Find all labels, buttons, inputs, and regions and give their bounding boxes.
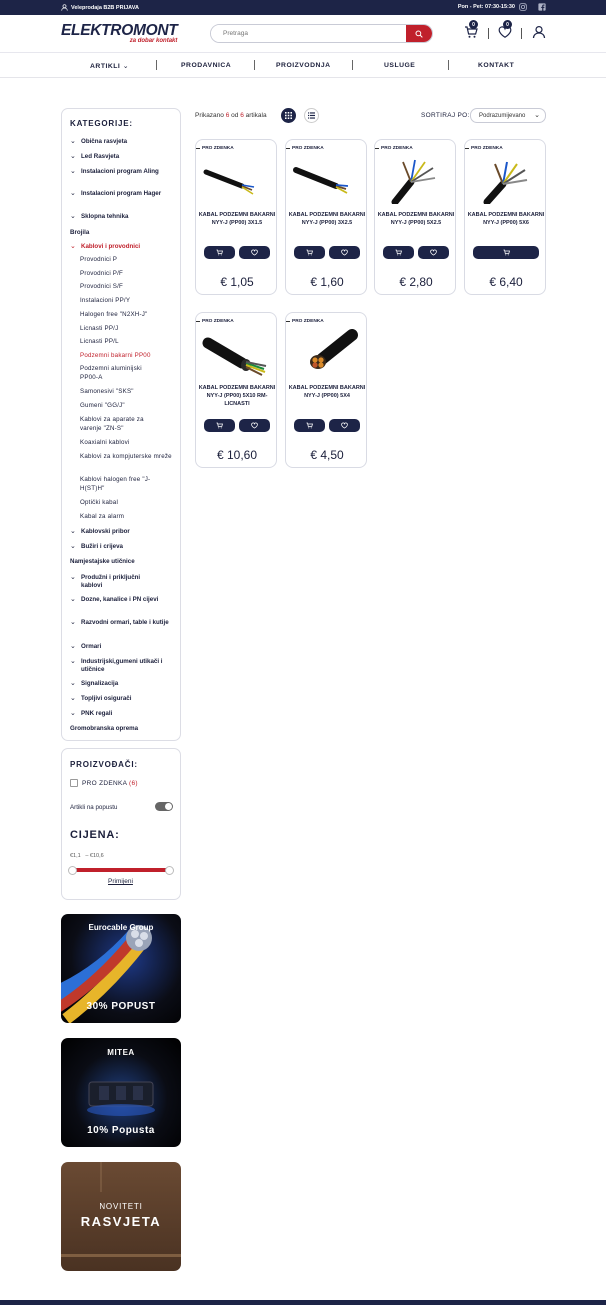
search-button[interactable] <box>406 25 432 42</box>
chevron-down-icon: ⌄ <box>70 619 76 626</box>
chevron-down-icon: ⌄ <box>70 190 76 197</box>
add-to-wishlist-button[interactable] <box>329 246 360 259</box>
cable-image <box>292 156 362 204</box>
user-icon <box>61 4 68 11</box>
nav-divider <box>156 60 157 70</box>
product-name: KABAL PODZEMNI BAKARNI NYY-J (PP00) 5X10 RM-LICNASTI <box>198 385 276 408</box>
add-to-cart-button[interactable] <box>473 246 539 259</box>
category-label: Obična rasvjeta <box>81 138 128 145</box>
chevron-down-icon: ⌄ <box>70 213 76 220</box>
subcategory-item[interactable]: Provodnici P <box>80 256 118 263</box>
cable-image <box>381 156 451 204</box>
results-total: 6 <box>240 112 244 119</box>
results-count <box>195 112 267 119</box>
product-price: € 1,05 <box>220 275 254 289</box>
results-prefix: Prikazano <box>195 112 224 119</box>
category-label: PNK regali <box>81 710 113 717</box>
product-actions <box>204 419 270 432</box>
product-actions <box>383 246 449 259</box>
subcategory-item[interactable]: Samonesivi "SKS" <box>80 388 134 395</box>
add-to-cart-button[interactable] <box>294 246 325 259</box>
cable-image <box>471 156 541 204</box>
chevron-down-icon: ⌄ <box>70 153 76 160</box>
product-price: € 2,80 <box>399 275 433 289</box>
nav-artikli-label: ARTIKLI <box>90 63 121 70</box>
cart-icon <box>216 249 223 256</box>
product-name: KABAL PODZEMNI BAKARNI NYY-J (PP00) 5X2.5 <box>377 212 455 227</box>
chevron-down-icon: ⌄ <box>70 528 76 535</box>
category-label: Kablovi i provodnici <box>81 243 141 250</box>
footer-strip <box>0 1300 606 1305</box>
product-name: KABAL PODZEMNI BAKARNI NYY-J (PP00) 5X6 <box>467 212 545 227</box>
main-nav <box>0 53 606 78</box>
add-to-cart-button[interactable] <box>383 246 414 259</box>
manufacturer-checkbox[interactable] <box>70 779 78 787</box>
product-price: € 4,50 <box>310 448 344 462</box>
manufacturer-label[interactable] <box>82 780 138 787</box>
category-label: Ormari <box>81 643 102 650</box>
banner-subtitle: NOVITETI <box>99 1202 143 1211</box>
nav-proizvodnja[interactable]: PROIZVODNJA <box>276 62 331 69</box>
working-hours: Pon - Pet: 07:30-15:30 <box>457 4 515 10</box>
category-label: Led Rasvjeta <box>81 153 120 160</box>
subcategory-item[interactable]: Provodnici S/F <box>80 283 124 290</box>
subcategory-item[interactable]: Instalacioni PP/Y <box>80 297 131 304</box>
banner-offer: 10% Popusta <box>87 1125 155 1136</box>
chevron-down-icon: ⌄ <box>70 596 76 603</box>
category-item[interactable] <box>70 528 171 536</box>
category-item[interactable]: Brojila <box>70 229 90 236</box>
chevron-down-icon: ⌄ <box>534 112 540 119</box>
category-item[interactable] <box>70 619 169 627</box>
category-item[interactable] <box>70 213 171 221</box>
category-item[interactable] <box>70 695 171 703</box>
search-bar <box>210 24 433 43</box>
category-sidebar <box>61 108 181 741</box>
chevron-down-icon: ⌄ <box>70 710 76 717</box>
divider <box>488 28 489 39</box>
product-card[interactable] <box>464 139 546 295</box>
category-item[interactable] <box>70 138 171 146</box>
category-item[interactable] <box>70 168 165 176</box>
banner-offer: 30% POPUST <box>86 1001 156 1012</box>
category-label: Signalizacija <box>81 680 119 687</box>
grid-view-button[interactable] <box>281 108 296 123</box>
manufacturer-name: PRO ZDENKA <box>82 780 127 787</box>
cart-icon <box>503 249 510 256</box>
subcategory-item[interactable]: Licnasti PP/J <box>80 325 119 332</box>
b2b-login-label: Veleprodaja B2B PRIJAVA <box>71 4 139 11</box>
category-label: Razvodni ormari, table i kutije <box>81 619 169 626</box>
nav-divider <box>352 60 353 70</box>
subcategory-item[interactable]: Kablovi halogen free "J-H(ST)H" <box>80 476 151 492</box>
product-actions <box>204 246 270 259</box>
chevron-down-icon: ⌄ <box>70 243 76 250</box>
logo[interactable] <box>61 22 178 44</box>
cable-image <box>202 156 272 204</box>
add-to-cart-button[interactable] <box>204 419 235 432</box>
chevron-down-icon: ⌄ <box>70 168 76 175</box>
product-name: KABAL PODZEMNI BAKARNI NYY-J (PP00) 3X2.5 <box>288 212 366 227</box>
chevron-down-icon: ⌄ <box>70 658 76 665</box>
chevron-down-icon: ⌄ <box>70 695 76 702</box>
add-to-wishlist-button[interactable] <box>239 246 270 259</box>
category-item-active[interactable] <box>70 243 171 251</box>
chevron-down-icon: ⌄ <box>70 643 76 650</box>
category-item[interactable]: Gromobranska oprema <box>70 725 139 732</box>
logo-tagline: za dobar kontakt <box>129 38 178 44</box>
nav-divider <box>254 60 255 70</box>
cable-image <box>202 329 272 377</box>
product-brand: PRO ZDENKA <box>196 146 234 151</box>
heart-icon <box>341 249 348 256</box>
list-view-button[interactable] <box>304 108 319 123</box>
price-slider[interactable] <box>70 868 172 872</box>
heart-icon <box>251 249 258 256</box>
product-brand: PRO ZDENKA <box>286 319 324 324</box>
product-brand: PRO ZDENKA <box>286 146 324 151</box>
subcategory-item[interactable]: Podzemni aluminijski PP00-A <box>80 365 142 381</box>
heart-icon <box>430 249 437 256</box>
product-price: € 10,60 <box>216 448 258 462</box>
add-to-wishlist-button[interactable] <box>418 246 449 259</box>
cable-image <box>292 329 362 377</box>
product-card[interactable] <box>195 139 277 295</box>
sort-label: SORTIRAJ PO: <box>421 112 470 119</box>
product-card[interactable] <box>285 312 367 468</box>
subcategory-item-active[interactable]: Podzemni bakarni PP00 <box>80 352 151 359</box>
cart-count-badge: 0 <box>469 20 478 29</box>
heart-icon <box>251 422 258 429</box>
product-brand: PRO ZDENKA <box>465 146 503 151</box>
heart-icon <box>341 422 348 429</box>
sort-value: Podrazumijevano <box>479 113 526 119</box>
category-label: Sklopna tehnika <box>81 213 129 220</box>
nav-artikli[interactable] <box>90 62 129 70</box>
logo-name: ELEKTROMONT <box>61 22 178 39</box>
category-label: Instalacioni program Hager <box>81 190 162 197</box>
add-to-wishlist-button[interactable] <box>329 419 360 432</box>
category-item[interactable] <box>70 680 171 688</box>
promo-banner-mitea[interactable] <box>61 1038 181 1147</box>
cart-icon <box>306 422 313 429</box>
product-price: € 6,40 <box>489 275 523 289</box>
discount-toggle[interactable] <box>155 802 173 811</box>
top-bar <box>0 0 606 15</box>
category-item[interactable]: Namjestajske utičnice <box>70 558 135 565</box>
subcategory-item[interactable]: Gumeni "GG/J" <box>80 402 125 409</box>
banner-title: RASVJETA <box>80 1214 162 1229</box>
product-card[interactable] <box>195 312 277 468</box>
product-actions <box>294 419 360 432</box>
product-card[interactable] <box>374 139 456 295</box>
instagram-icon[interactable] <box>519 3 527 11</box>
category-item[interactable] <box>70 643 171 651</box>
cart-icon <box>306 249 313 256</box>
results-shown: 6 <box>225 112 230 119</box>
cart-icon <box>216 422 223 429</box>
product-actions <box>294 246 360 259</box>
category-item[interactable] <box>70 190 165 198</box>
b2b-login-link[interactable] <box>61 4 139 11</box>
chevron-down-icon: ⌄ <box>120 63 129 70</box>
subcategory-item[interactable]: Kabal za alarm <box>80 513 125 520</box>
divider <box>521 28 522 39</box>
subcategory-item[interactable]: Kablovi za aparate za varenje "ZN-S" <box>80 416 144 432</box>
user-icon <box>532 25 546 39</box>
filter-panel <box>61 748 181 900</box>
product-name: KABAL PODZEMNI BAKARNI NYY-J (PP00) 3X1.5 <box>198 212 276 227</box>
category-item[interactable] <box>70 543 171 551</box>
subcategory-item[interactable]: Optički kabal <box>80 499 119 506</box>
banner-brand: Eurocable Group <box>88 923 154 932</box>
subcategory-item[interactable]: Provodnici P/F <box>80 270 124 277</box>
add-to-wishlist-button[interactable] <box>239 419 270 432</box>
add-to-cart-button[interactable] <box>294 419 325 432</box>
price-max: €10,6 <box>89 853 104 859</box>
price-separator: – <box>85 853 89 859</box>
category-item[interactable] <box>70 596 161 604</box>
wishlist-count-badge: 0 <box>503 20 512 29</box>
categories-title: KATEGORIJE: <box>70 119 133 128</box>
category-item[interactable] <box>70 153 171 161</box>
results-suffix: artikala <box>245 112 267 119</box>
category-label: Industrijski,gumeni utikači i utičnice <box>81 658 163 673</box>
product-price: € 1,60 <box>310 275 344 289</box>
banner-brand: MITEA <box>107 1048 135 1057</box>
nav-usluge[interactable]: USLUGE <box>384 62 416 69</box>
chevron-down-icon: ⌄ <box>70 680 76 687</box>
cart-icon <box>395 249 402 256</box>
nav-kontakt[interactable]: KONTAKT <box>478 62 515 69</box>
chevron-down-icon: ⌄ <box>70 543 76 550</box>
product-name: KABAL PODZEMNI BAKARNI NYY-J (PP00) 5X4 <box>288 385 366 400</box>
category-item[interactable] <box>70 658 166 674</box>
product-card[interactable] <box>285 139 367 295</box>
nav-divider <box>448 60 449 70</box>
sort-select[interactable] <box>470 108 546 123</box>
nav-prodavnica[interactable]: PRODAVNICA <box>181 62 232 69</box>
category-label: Dozne, kanalice i PN cijevi <box>81 596 159 603</box>
subcategory-item[interactable]: Halogen free "N2XH-J" <box>80 311 148 318</box>
results-mid: od <box>231 112 239 119</box>
add-to-cart-button[interactable] <box>204 246 235 259</box>
price-range <box>70 853 104 859</box>
subcategory-item[interactable]: Kablovi za kompjuterske mreže <box>80 453 172 460</box>
category-label: Kablovski pribor <box>81 528 130 535</box>
discount-label: Artikli na popustu <box>70 804 118 811</box>
account-button[interactable] <box>532 25 546 44</box>
category-label: Produžni i priključni kablovi <box>81 574 141 589</box>
list-view-icon <box>308 112 315 119</box>
search-icon <box>415 30 423 38</box>
product-brand: PRO ZDENKA <box>375 146 413 151</box>
search-input[interactable] <box>211 25 407 42</box>
manufacturers-title: PROIZVOĐAČI: <box>70 760 138 769</box>
subcategory-item[interactable]: Licnasti PP/L <box>80 338 119 345</box>
category-label: Instalacioni program Aling <box>81 168 159 175</box>
price-min: €1,1 <box>70 853 81 859</box>
category-item[interactable] <box>70 574 161 590</box>
category-item[interactable] <box>70 710 171 718</box>
grid-view-icon <box>285 112 292 119</box>
product-actions <box>473 246 539 259</box>
chevron-down-icon: ⌄ <box>70 574 76 581</box>
promo-banner-eurocable[interactable] <box>61 914 181 1023</box>
apply-filter-link[interactable]: Primijeni <box>108 878 133 885</box>
facebook-icon[interactable] <box>538 3 546 11</box>
price-title: CIJENA: <box>70 829 120 841</box>
promo-banner-rasvjeta[interactable] <box>61 1162 181 1271</box>
category-label: Bužiri i crijeva <box>81 543 123 550</box>
product-brand: PRO ZDENKA <box>196 319 234 324</box>
manufacturer-count: (6) <box>129 780 138 787</box>
chevron-down-icon: ⌄ <box>70 138 76 145</box>
cart-button[interactable] <box>464 21 478 44</box>
subcategory-item[interactable]: Koaxialni kablovi <box>80 439 130 446</box>
category-label: Topljivi osigurači <box>81 695 132 702</box>
wishlist-button[interactable] <box>498 21 512 44</box>
